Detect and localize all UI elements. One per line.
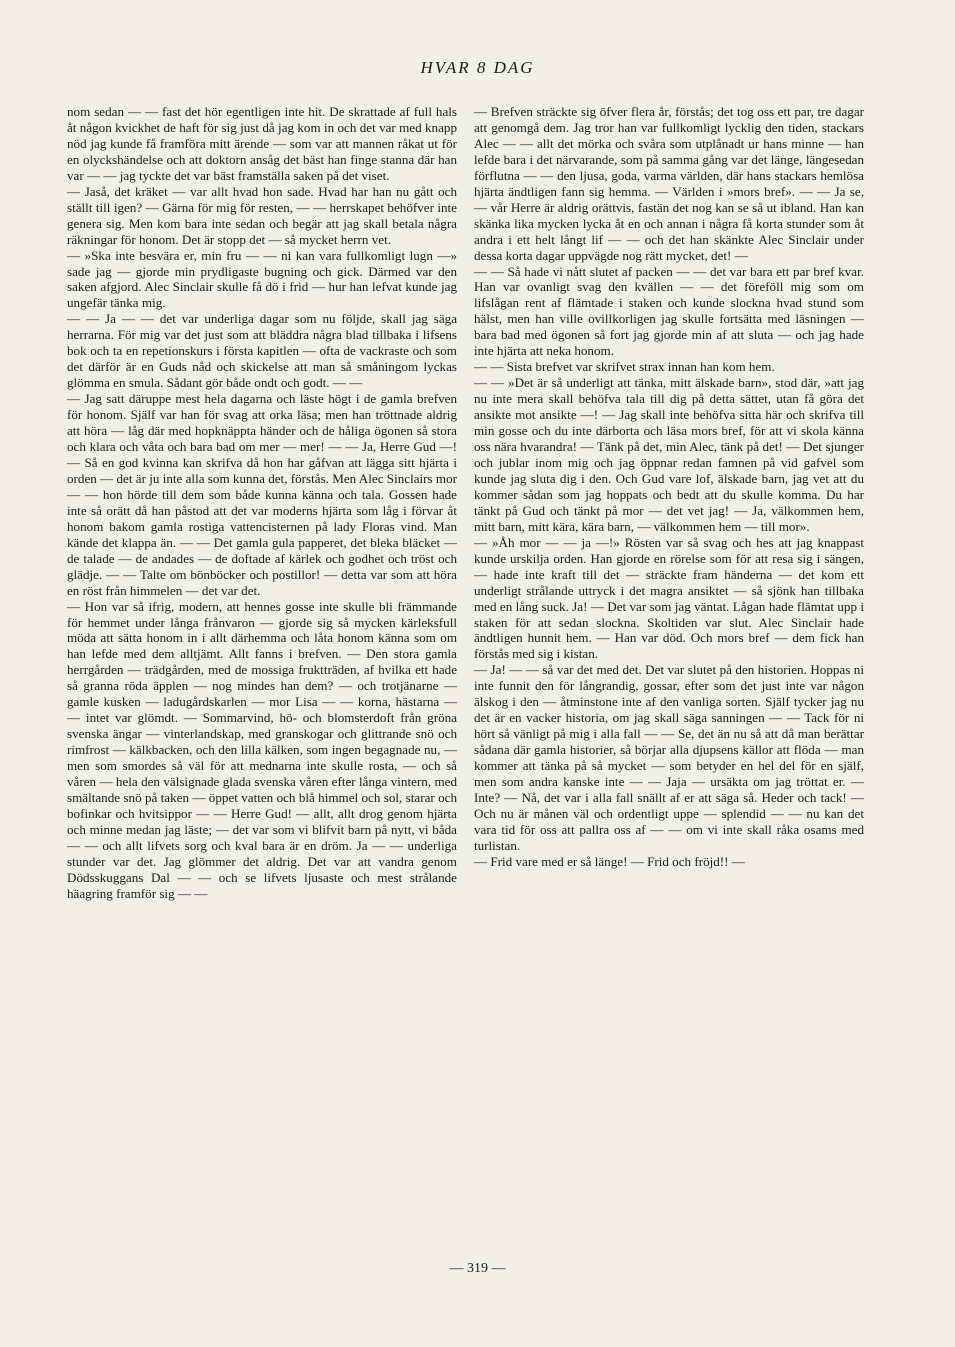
page-number: — 319 — [449,1261,506,1276]
paragraph: — — Ja — — det var underliga dagar som nu följde, skall jag säga herrarna. För mig var det just som att bläddra några blad tillbaka i lifsens bok och ta en repetionskurs i första kapitlen — ofta de vackraste och som det därför är en Guds nåd och skickelse att man så småningom lyckas glömma en smula. Sådant gör både ondt och godt. — — [67,311,457,391]
paragraph: — — Sista brefvet var skrifvet strax innan han kom hem. [474,359,775,375]
right-column [474,104,864,870]
left-column [67,104,457,902]
paragraph: nom sedan — — fast det hör egentligen inte hit. De skrattade af full hals åt någon kvickhet de haft för sig just då jag kom in och det var med knapp nöd jag kunde få framföra mitt ärende — som var att mannen råkat ut för en olyckshändelse och att doktorn ansåg det bäst han finge stanna där han var — — jag tyckte det var bäst framställa saken på det viset. [67,104,457,183]
paragraph: — Ja! — — så var det med det. Det var slutet på den historien. Hoppas ni inte funnit den för långrandig, gossar, efter som det just inte var någon älskog i den — åtminstone inte af den vanliga sorten. Själf tycker jag nu det är en vacker historia, om jag skall säga sanningen — — Tack för ni hört så vänligt på mig i alla fall — — Se, det än nu så att då man berättar sådana där gamla historier, så börjar alla djupsens källor att flöda — man kommer att tänka på så mycket — som betyder en hel del för en själf, men som andra kanske inte — — Jaja — ursäkta om jag tröttat er. — Inte? — Nå, det var i alla fall snällt af er att säga så. Heder och tack! — Och nu är månen väl och ordentligt uppe — splendid — — nu kan det vara tid för oss att pallra oss af — — om vi inte skall råka osams med turlistan. [474,662,864,853]
paragraph: — Hon var så ifrig, modern, att hennes gosse inte skulle bli främmande för hemmet under långa frånvaron — gjorde sig så mycken kärleksfull möda att sätta honom in i allt därhemma och låta honom känna som om han lefde med dem alltjämt. Allt fanns i brefven. — Den stora gamla herrgården — trädgården, med de mossiga fruktträden, af hvilka ett hade så granna röda äpplen — nog mindes han dem? — och trotjänarne — gamle kusken — ladugårdskarlen — mor Lisa — — korna, hästarna — — intet var glömdt. — Sommarvind, hö- och blomsterdoft från gröna svenska ängar — vinterlandskap, med granskogar och glittrande snö och rimfrost — kälkbacken, och den lilla kälken, som ingen begagnade nu, — men som smordes så väl för att mednarna inte skulle rosta, — och så våren — hela den välsignade glada svenska våren efter långa vintern, med smältande snö på taken — öppet vatten och blå himmel och sol, starar och bofinkar och hvitsippor — — Herre Gud! — allt, allt drog genom hjärta och minne medan jag läste; — det var som vi blifvit barn på nytt, vi båda — — och allt lifvets sorg och kval bara är en dröm. Ja — — underliga stunder var det. Jag glömmer det aldrig. Det var att vandra genom Dödsskuggans Dal — — och se lifvets ljusaste och mest strålande häagring framför sig — — [67,598,457,901]
paragraph: — — Så hade vi nått slutet af packen — — det var bara ett par bref kvar. Han var ovanligt svag den kvällen — — det föreföll mig som om lifslågan rent af flämtade i staken och kunde slockna hvad stund som hälst, men han ville ovillkorligen jag skulle fortsätta med läsningen — bara bad med ögonen så fort jag gjorde min af att sluta — och jag hade inte hjärta att neka honom. [474,263,864,359]
paragraph: — Jaså, det kräket — var allt hvad hon sade. Hvad har han nu gått och ställt till igen? — Gärna för mig för resten, — — herrskapet behöfver inte genera sig. Men kom bara inte sedan och begär att jag skall betala några räkningar för honom. Det är stopp det — så mycket herrn vet. [67,183,457,247]
paragraph: — Jag satt däruppe mest hela dagarna och läste högt i de gamla brefven för honom. Själf var han för svag att orka läsa; men han tröttnade aldrig att höra — låg där med hopknäppta händer och de håliga ögonen så stora och klara och våta och bara bad om mer — mer! — — Ja, Herre Gud —! — Så en god kvinna kan skrifva då hon har gåfvan att lägga sitt hjärta i orden — det är ju inte alla som kunna det, förstås. Men Alec Sinclairs mor — — hon hörde till dem som både kunna känna och tala. Gossen hade inte så orätt då han påstod att det var moderns hjärta som låg i förvar åt honom bakom gamla rostiga vattencisternen på lady Floras vind. Man kände det klappa än. — — Det gamla gula papperet, det bleka bläcket — de talade — de andades — de doftade af kärlek och godhet och tröst och glädje. — — Talte om bönböcker och postillor! — detta var som att höra en röst från himmelen — det var det. [67,391,457,598]
paragraph: — Frid vare med er så länge! — Frid och fröjd!! — [474,853,745,869]
paragraph: — — »Det är så underligt att tänka, mitt älskade barn», stod där, »att jag nu inte mera skall behöfva tala till dig på detta sättet, utan få göra det ansikte mot ansikte —! — Jag skall inte behöfva sitta här och skrifva till min gosse och du inte därborta och läsa mors bref, för att vi skola känna oss nära hvarandra! — Tänk på det, min Alec, tänk på det! — Det sjunger och jublar inom mig och jag öppnar redan famnen på vid gafvel som kunde jag sluta dig i den. Och Gud vare lof, älskade barn, jag vet att du kommer sådan som jag hoppats och bedt att du skulle komma. Du har tänkt på Gud och tänkt på mor — det vet jag! — Ja, välkommen hem, mitt barn, mitt kära, kära barn, — välkommen hem — till mor». [474,375,864,534]
paragraph: — »Ska inte besvära er, min fru — — ni kan vara fullkomligt lugn —» sade jag — gjorde min prydligaste bugning och gick. Därmed var den saken afgjord. Alec Sinclair skulle få dö i frid — hur han lefvat kunde jag ungefär tänka mig. [67,247,457,311]
paragraph: — »Åh mor — — ja —!» Rösten var så svag och hes att jag knappast kunde urskilja orden. Han gjorde en rörelse som för att resa sig i sängen, — hade inte kraft till det — sträckte fram händerna — det kom ett underligt strålande uttryck i det magra ansiktet — så sjönk han tillbaka med en lång suck. Ja! — Det var som jag väntat. Lågan hade flämtat upp i staken för att sedan slockna. Skoltiden var slut. Alec Sinclair hade ändtligen hunnit hem. — Han var död. Och mors bref — dem fick han förstås med sig i kistan. [474,534,864,662]
page-header: HVAR 8 DAG [420,58,535,77]
paragraph: — Brefven sträckte sig öfver flera år, förstås; det tog oss ett par, tre dagar att genomgå dem. Jag tror han var fullkomligt lycklig den tiden, stackars Alec — — allt det mörka och svåra som utplånadt ur hans minne — han lefde bara i det närvarande, som på samma gång var det länge, längesedan förflutna — — den ljusa, goda, varma världen, där hans stackars hemlösa hjärta ändtligen fann sig hemma. — Världen i »mors bref». — — Ja se, — vår Herre är aldrig orättvis, fastän det nog kan se så ut ibland. Han kan skänka lika mycken lycka åt en och annan i några få korta stunder som åt andra i ett helt långt lif — — och det han skänkte Alec Sinclair under dessa korta dagar uppvägde nog rätt mycket, det! — [474,104,864,263]
